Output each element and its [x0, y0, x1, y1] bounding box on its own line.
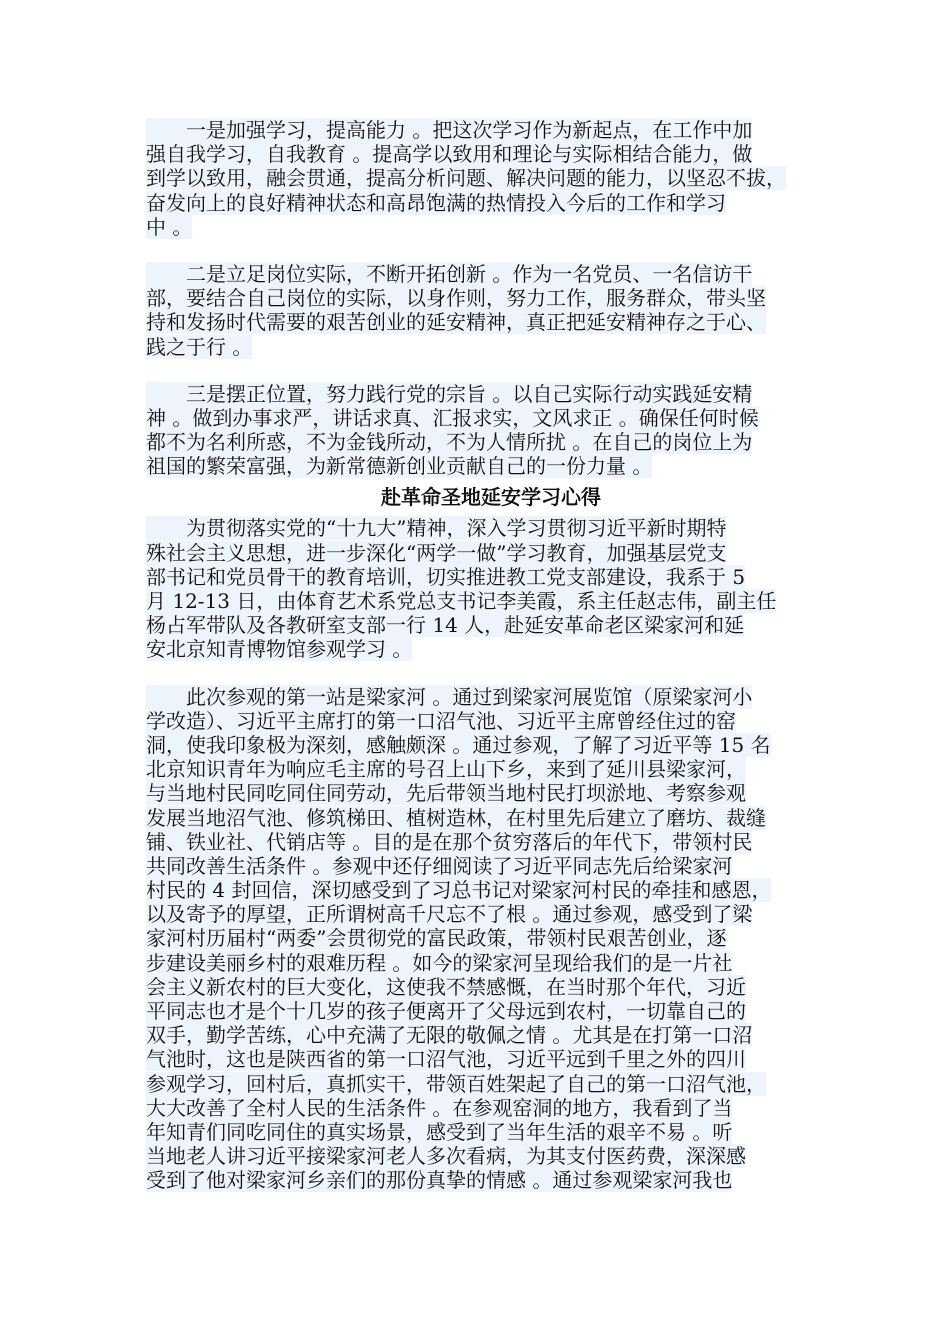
text-line: 一是加强学习，提高能力 。把这次学习作为新起点，在工作中加 [146, 118, 753, 142]
text-line: 会主义新农村的巨大变化，这使我不禁感慨，在当时那个年代，习近 [146, 974, 746, 999]
text-line: 神 。做到办事求严，讲话求真、汇报求实，文风求正 。确保任何时候 [146, 405, 759, 430]
text-line: 奋发向上的良好精神状态和高昂饱满的热情投入今后的工作和学习 [146, 190, 726, 215]
text-line: 二是立足岗位实际，不断开拓创新 。作为一名党员、一名信访干 [146, 261, 753, 286]
text-line: 当地老人讲习近平接梁家河老人多次看病，为其支付医药费，深深感 [146, 1144, 746, 1169]
text-line: 月 12-13 日，由体育艺术系党总支书记李美霞，系主任赵志伟，副主任 [146, 589, 777, 613]
text-line: 强自我学习，自我教育 。提高学以致用和理论与实际相结合能力，做 [146, 142, 753, 167]
text-line: 共同改善生活条件 。参观中还仔细阅读了习近平同志先后给梁家河 [146, 853, 733, 878]
text-line: 气池时，这也是陕西省的第一口沼气池，习近平远到千里之外的四川 [146, 1047, 746, 1072]
text-line: 受到了他对梁家河乡亲们的那份真挚的情感 。通过参观梁家河我也 [146, 1168, 733, 1193]
text-line: 殊社会主义思想，进一步深化“两学一做”学习教育，加强基层党支 [146, 540, 727, 565]
text-line: 到学以致用，融会贯通，提高分析问题、解决问题的能力，以坚忍不拔， [146, 166, 786, 191]
text-line: 年知青们同吃同住的真实场景，感受到了当年生活的艰辛不易 。听 [146, 1119, 733, 1144]
text-line: 部，要结合自己岗位的实际，以身作则，努力工作，服务群众，带头坚 [146, 286, 766, 311]
document-page [146, 118, 836, 1193]
text-line: 平同志也才是个十几岁的孩子便离开了父母远到农村，一切靠自己的 [146, 999, 746, 1023]
text-line: 持和发扬时代需要的艰苦创业的延安精神，真正把延安精神存之于心、 [146, 310, 766, 335]
paragraph-position [146, 382, 836, 479]
text-line: 北京知识青年为响应毛主席的号召上山下乡，来到了延川县梁家河， [146, 757, 746, 782]
text-line: 以及寄予的厚望，正所谓树高千尺忘不了根 。通过参观，感受到了梁 [146, 902, 753, 927]
paragraph-post [146, 262, 836, 359]
paragraph-intro [146, 516, 836, 661]
text-line: 铺、铁业社、代销店等 。目的是在那个贫穷落后的年代下，带领村民 [146, 829, 753, 854]
text-line: 发展当地沼气池、修筑梯田、植树造林，在村里先后建立了磨坊、裁缝 [146, 805, 766, 830]
text-line: 中 。 [146, 214, 193, 239]
text-line: 都不为名利所惑，不为金钱所动，不为人情所扰 。在自己的岗位上为 [146, 430, 753, 455]
text-line: 家河村历届村“两委”会贯彻党的富民政策，带领村民艰苦创业，逐 [146, 926, 727, 951]
text-line: 大大改善了全村人民的生活条件 。在参观窑洞的地方，我看到了当 [146, 1095, 733, 1120]
text-line: 为贯彻落实党的“十九大”精神，深入学习贯彻习近平新时期特 [146, 516, 727, 541]
section-title: 赴革命圣地延安学习心得 [381, 485, 601, 510]
text-line: 三是摆正位置，努力践行党的宗旨 。以自己实际行动实践延安精 [146, 381, 753, 406]
text-line: 步建设美丽乡村的艰难历程 。如今的梁家河呈现给我们的是一片社 [146, 950, 733, 975]
text-line: 双手，勤学苦练，心中充满了无限的敬佩之情 。尤其是在打第一口沼 [146, 1023, 753, 1048]
text-line: 洞，使我印象极为深刻，感触颇深 。通过参观，了解了习近平等 15 名 [146, 732, 771, 757]
text-line: 参观学习，回村后，真抓实干，带领百姓架起了自己的第一口沼气池， [146, 1071, 766, 1096]
text-line: 杨占军带队及各教研室支部一行 14 人，赴延安革命老区梁家河和延 [146, 613, 745, 638]
paragraph-liangjiahe [146, 685, 836, 1193]
text-line: 祖国的繁荣富强，为新常德新创业贡献自己的一份力量 。 [146, 454, 653, 479]
text-line: 与当地村民同吃同住同劳动，先后带领当地村民打坝淤地、考察参观 [146, 781, 746, 806]
text-line: 践之于行 。 [146, 334, 253, 359]
paragraph-study [146, 118, 836, 239]
text-line: 安北京知青博物馆参观学习 。 [146, 637, 413, 662]
text-line: 村民的 4 封回信，深切感受到了习总书记对梁家河村民的牵挂和感恩， [146, 878, 772, 903]
text-line: 此次参观的第一站是梁家河 。通过到梁家河展览馆（原梁家河小 [146, 684, 753, 709]
text-line: 部书记和党员骨干的教育培训，切实推进教工党支部建设，我系于 5 [146, 564, 746, 589]
text-line: 学改造）、习近平主席打的第一口沼气池、习近平主席曾经住过的窑 [146, 708, 736, 733]
